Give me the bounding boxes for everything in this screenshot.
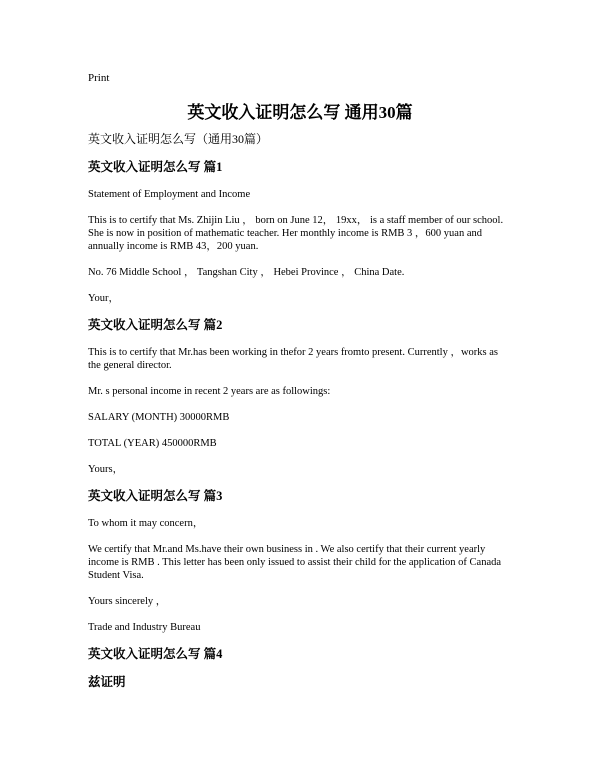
trailing-heading: 兹证明	[88, 675, 126, 689]
section-heading-2: 英文收入证明怎么写 篇2	[88, 318, 223, 332]
paragraph: Trade and Industry Bureau	[88, 622, 201, 633]
section-heading-4: 英文收入证明怎么写 篇4	[88, 647, 223, 661]
page-title: 英文收入证明怎么写 通用30篇	[187, 103, 413, 122]
paragraph: Your，	[88, 293, 120, 304]
paragraph: Statement of Employment and Income	[88, 189, 251, 200]
document-subtitle: 英文收入证明怎么写（通用30篇）	[88, 132, 269, 146]
paragraph: Mr. s personal income in recent 2 years are as followings:	[88, 386, 331, 397]
print-link[interactable]: Print	[88, 72, 110, 84]
paragraph: We certify that Mr.and Ms.have their own business in . We also certify that their current yearly income is RMB . This letter has been only issued to assist their child for the application of Canada Student Visa.	[88, 544, 502, 581]
section-heading-1: 英文收入证明怎么写 篇1	[88, 160, 223, 174]
paragraph: This is to certify that Ms. Zhijin Liu ， born on June 12， 19xx， is a staff member of our school. She is now in position of mathematic teacher. Her monthly income is RMB 3 ，600 yuan and annually income is RMB 43，200 yuan.	[88, 215, 504, 252]
document-body	[88, 132, 506, 703]
paragraph: Yours sincerely ，	[88, 596, 167, 607]
section-heading-3: 英文收入证明怎么写 篇3	[88, 489, 223, 503]
paragraph: Yours，	[88, 464, 124, 475]
paragraph: This is to certify that Mr.has been working in thefor 2 years fromto present. Currently ，works as the general director.	[88, 347, 498, 371]
paragraph: SALARY (MONTH) 30000RMB	[88, 412, 230, 423]
paragraph: TOTAL (YEAR) 450000RMB	[88, 438, 217, 449]
paragraph: No. 76 Middle School ， Tangshan City ， Hebei Province ， China Date.	[88, 267, 405, 278]
paragraph: To whom it may concern，	[88, 518, 204, 529]
